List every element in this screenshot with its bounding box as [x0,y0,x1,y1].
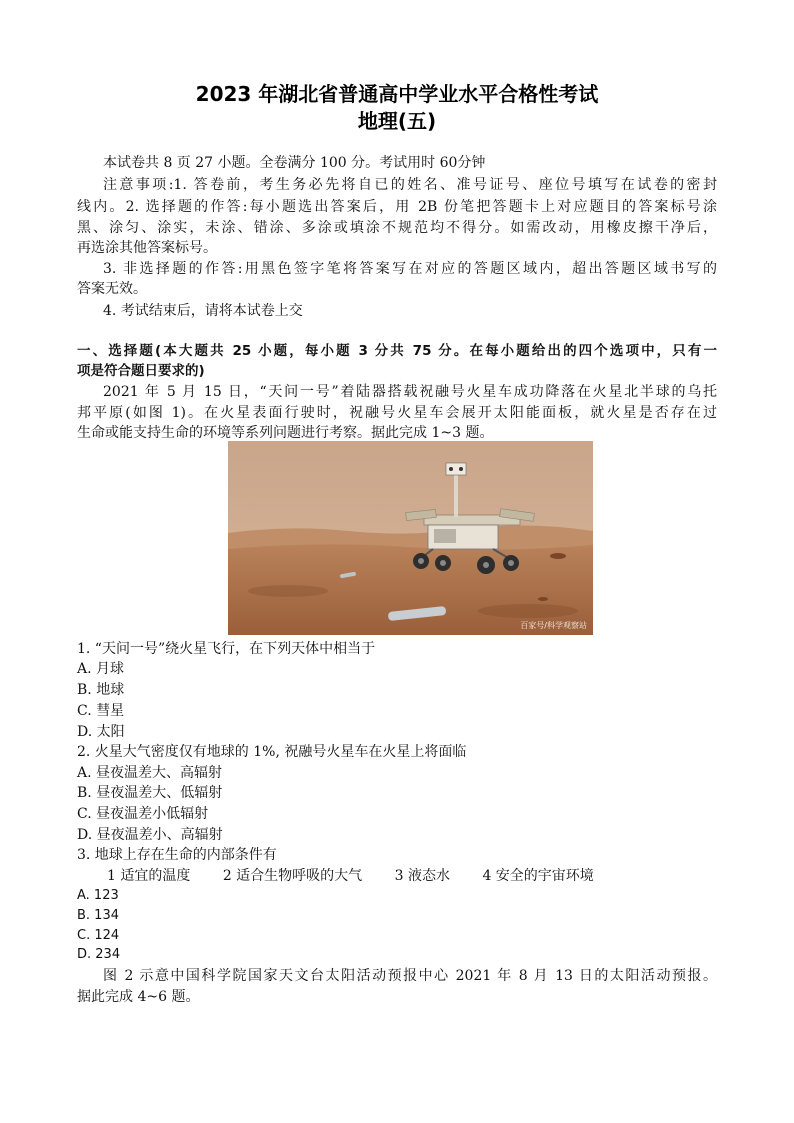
question-option: C. 124 [77,928,120,943]
section-heading: 一、选择题(本大题共 25 小题，每小题 3 分共 75 分。在每小题给出的四个选项中，只有一 [77,343,717,359]
condition-item: 1 适宜的温度 [107,868,191,884]
question-option: D. 太阳 [77,724,125,740]
mars-rover-photo [228,441,593,635]
exam-subtitle: 地理(五) [357,109,437,133]
question-option: B. 134 [77,908,119,923]
question-stem: 2. 火星大气密度仅有地球的 1%, 祝融号火星车在火星上将面临 [77,744,467,760]
question-option: B. 昼夜温差大、低辐射 [77,785,223,801]
question-option: C. 彗星 [77,703,125,719]
section-heading: 项是符合题日要求的) [77,363,205,379]
condition-list [107,867,622,885]
passage-line: 据此完成 4~6 题。 [77,989,200,1005]
question-stem: 3. 地球上存在生命的内部条件有 [77,847,277,863]
question-option: A. 123 [77,888,119,903]
condition-item: 3 液态水 [394,868,450,884]
question-option: B. 地球 [77,682,125,698]
photo-watermark: 百家号/科学观察站 [520,621,587,630]
passage-line: 邦平原(如图 1)。在火星表面行驶时，祝融号火星车会展开太阳能面板，就火星是否存在过 [77,405,717,421]
passage-line: 生命或能支持生命的环境等系列问题进行考察。据此完成 1~3 题。 [77,425,494,441]
question-option: C. 昼夜温差小低辐射 [77,806,209,822]
question-option: A. 昼夜温差大、高辐射 [77,765,223,781]
mars-rover-icon [228,441,593,635]
instruction-line: 4. 考试结束后，请将本试卷上交 [103,303,303,319]
instruction-line: 再选涂其他答案标号。 [77,240,217,256]
question-option: D. 昼夜温差小、高辐射 [77,827,223,843]
condition-item: 4 安全的宇宙环境 [482,868,594,884]
instruction-line: 3. 非选择题的作答:用黑色签字笔将答案写在对应的答题区域内，超出答题区域书写的 [103,261,717,277]
condition-item: 2 适合生物呼吸的大气 [222,868,363,884]
question-option: D. 234 [77,947,121,962]
instruction-line: 注意事项:1. 答卷前，考生务必先将自已的姓名、准号证号、座位号填写在试卷的密封 [103,177,717,193]
question-stem: 1. “天问一号”绕火星飞行，在下列天体中相当于 [77,641,376,657]
instruction-line: 线内。2. 选择题的作答:每小题选出答案后，用 2B 份笔把答题卡上对应题目的答案标号涂 [77,199,717,215]
instruction-line: 黑、涂匀、涂实，未涂、错涂、多涂或填涂不规范均不得分。如需改动，用橡皮擦干净后， [77,220,717,236]
exam-title: 2023 年湖北省普通高中学业水平合格性考试 [195,82,599,106]
passage-line: 2021 年 5 月 15 日，“天问一号”着陆器搭载祝融号火星车成功降落在火星北半球的乌托 [103,384,717,400]
instruction-line: 答案无效。 [77,281,147,297]
instruction-line: 本试卷共 8 页 27 小题。全卷满分 100 分。考试用时 60分钟 [103,155,486,171]
question-option: A. 月球 [77,661,125,677]
passage-line: 图 2 示意中国科学院国家天文台太阳活动预报中心 2021 年 8 月 13 日的太阳活动预报。 [103,968,717,984]
